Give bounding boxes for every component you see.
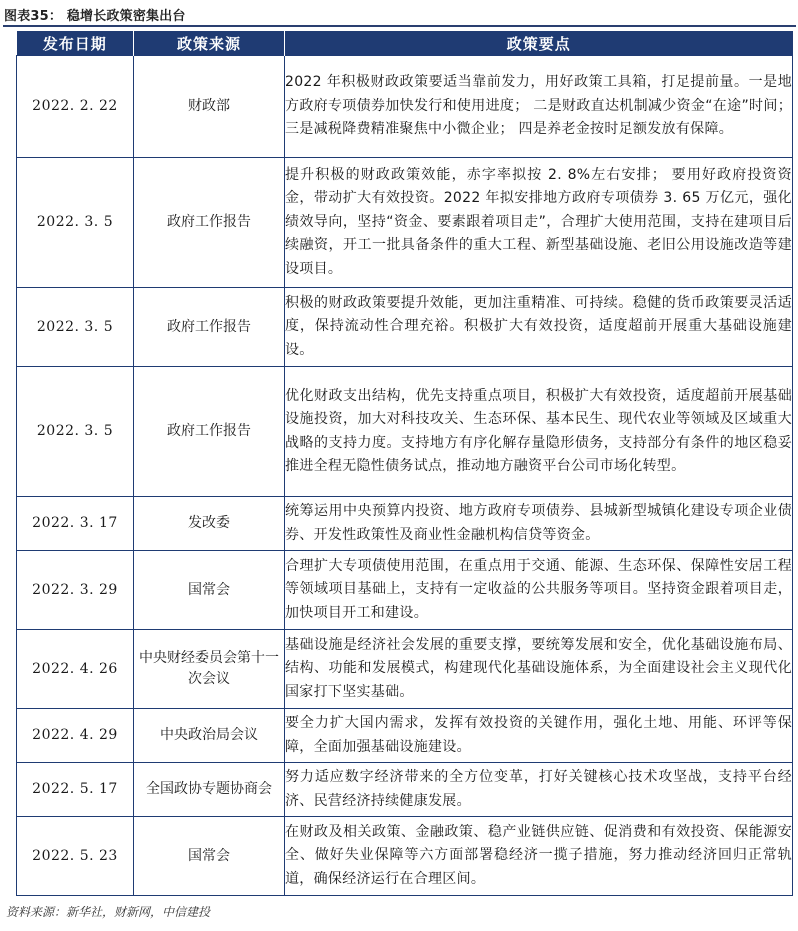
source-cell: 发改委 [134, 497, 285, 551]
source-cell: 政府工作报告 [134, 288, 285, 367]
source-cell: 财政部 [134, 56, 285, 158]
table-row [17, 709, 793, 763]
table-row [17, 497, 793, 551]
date-cell: 2022. 4. 29 [17, 709, 134, 763]
table-row [17, 56, 793, 158]
header-points: 政策要点 [285, 31, 793, 56]
table-row [17, 817, 793, 896]
date-cell: 2022. 5. 23 [17, 817, 134, 896]
source-cell: 全国政协专题协商会 [134, 763, 285, 817]
date-cell: 2022. 3. 5 [17, 288, 134, 367]
header-date: 发布日期 [17, 31, 134, 56]
source-cell: 中央政治局会议 [134, 709, 285, 763]
source-cell: 国常会 [134, 551, 285, 630]
table-row [17, 630, 793, 709]
table-row [17, 763, 793, 817]
points-cell: 合理扩大专项债使用范围，在重点用于交通、能源、生态环保、保障性安居工程等领域项目基础上，支持有一定收益的公共服务等项目。坚持资金跟着项目走，加快项目开工和建设。 [285, 551, 793, 630]
header-source: 政策来源 [134, 31, 285, 56]
figure-title: 图表35： 稳增长政策密集出台 [4, 9, 186, 24]
source-cell: 国常会 [134, 817, 285, 896]
title-divider [3, 25, 796, 27]
points-cell: 提升积极的财政政策效能，赤字率拟按 2. 8%左右安排； 要用好政府投资资金，带动扩大有效投资。2022 年拟安排地方政府专项债券 3. 65 万亿元，强化绩效导向，坚持“资金、要素跟着项目走”，合理扩大使用范围，支持在建项目后续融资，开工一批具备条件的重大工程、新型基础设施、老旧公用设施改造等建设项目。 [285, 158, 793, 288]
date-cell: 2022. 2. 22 [17, 56, 134, 158]
points-cell: 基础设施是经济社会发展的重要支撑，要统筹发展和安全，优化基础设施布局、结构、功能和发展模式，构建现代化基础设施体系，为全面建设社会主义现代化国家打下坚实基础。 [285, 630, 793, 709]
table-row [17, 158, 793, 288]
date-cell: 2022. 4. 26 [17, 630, 134, 709]
table-row [17, 367, 793, 497]
points-cell: 要全力扩大国内需求，发挥有效投资的关键作用，强化土地、用能、环评等保障，全面加强基础设施建设。 [285, 709, 793, 763]
points-cell: 在财政及相关政策、金融政策、稳产业链供应链、促消费和有效投资、保能源安全、做好失业保障等六方面部署稳经济一揽子措施，努力推动经济回归正常轨道，确保经济运行在合理区间。 [285, 817, 793, 896]
source-cell: 政府工作报告 [134, 367, 285, 497]
table-row [17, 551, 793, 630]
source-cell: 政府工作报告 [134, 158, 285, 288]
table-header-row [17, 31, 793, 56]
policy-table [16, 31, 793, 896]
date-cell: 2022. 3. 5 [17, 158, 134, 288]
points-cell: 统筹运用中央预算内投资、地方政府专项债券、县城新型城镇化建设专项企业债券、开发性政策性及商业性金融机构信贷等资金。 [285, 497, 793, 551]
table-row [17, 288, 793, 367]
points-cell: 优化财政支出结构，优先支持重点项目，积极扩大有效投资，适度超前开展基础设施投资，加大对科技攻关、生态环保、基本民生、现代农业等领域及区域重大战略的支持力度。支持地方有序化解存量隐形债务，支持部分有条件的地区稳妥推进全程无隐性债务试点，推动地方融资平台公司市场化转型。 [285, 367, 793, 497]
date-cell: 2022. 3. 5 [17, 367, 134, 497]
points-cell: 积极的财政政策要提升效能，更加注重精准、可持续。稳健的货币政策要灵活适度，保持流动性合理充裕。积极扩大有效投资，适度超前开展重大基础设施建设。 [285, 288, 793, 367]
source-cell: 中央财经委员会第十一次会议 [134, 630, 285, 709]
points-cell: 努力适应数字经济带来的全方位变革，打好关键核心技术攻坚战，支持平台经济、民营经济持续健康发展。 [285, 763, 793, 817]
date-cell: 2022. 3. 17 [17, 497, 134, 551]
source-note: 资料来源：新华社，财新网，中信建投 [6, 905, 211, 919]
points-cell: 2022 年积极财政政策要适当靠前发力，用好政策工具箱，打足提前量。一是地方政府专项债券加快发行和使用进度； 二是财政直达机制减少资金“在途”时间； 三是减税降费精准聚焦中小微企业； 四是养老金按时足额发放有保障。 [285, 56, 793, 158]
date-cell: 2022. 5. 17 [17, 763, 134, 817]
date-cell: 2022. 3. 29 [17, 551, 134, 630]
